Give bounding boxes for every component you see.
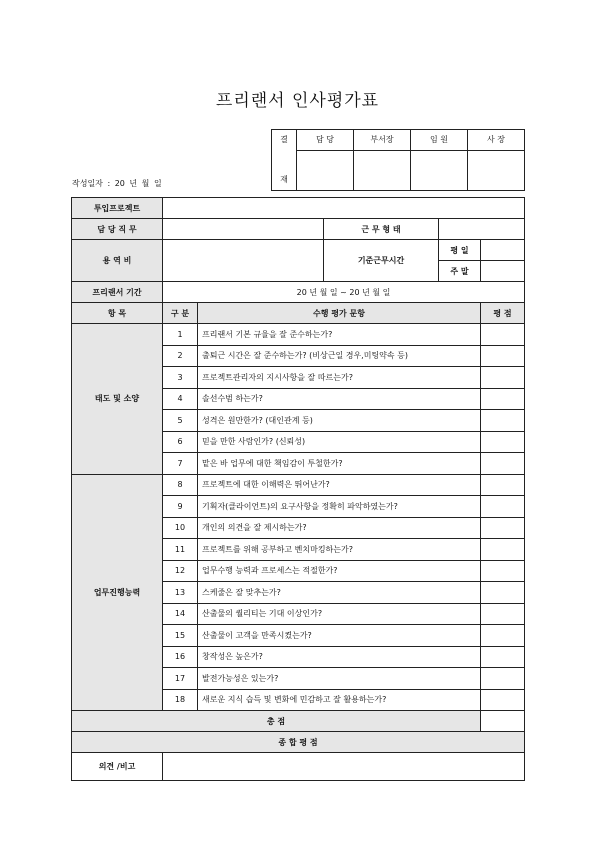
period-value[interactable]: 20 년 월 일 ~ 20 년 월 일: [163, 282, 525, 303]
score-input[interactable]: [481, 410, 525, 432]
duty-label: 담 당 직 무: [72, 219, 163, 240]
group-label: 태도 및 소양: [72, 324, 163, 475]
weekend-label: 주 말: [439, 261, 481, 282]
question-number: 1: [163, 324, 198, 346]
evaluation-table: [71, 197, 525, 781]
score-input[interactable]: [481, 474, 525, 496]
question-text: 산출물의 퀄리티는 기대 이상인가?: [198, 603, 481, 625]
question-text: 창작성은 높은가?: [198, 646, 481, 668]
question-number: 14: [163, 603, 198, 625]
work-form-label: 근 무 형 태: [324, 219, 439, 240]
duty-input[interactable]: [163, 219, 324, 240]
period-label: 프리랜서 기간: [72, 282, 163, 303]
project-input[interactable]: [163, 198, 525, 219]
question-number: 11: [163, 539, 198, 561]
score-input[interactable]: [481, 517, 525, 539]
form-title: 프리랜서 인사평가표: [215, 91, 380, 111]
group-label: 업무진행능력: [72, 474, 163, 711]
score-input[interactable]: [481, 668, 525, 690]
signature-box-staff[interactable]: [297, 150, 354, 190]
approval-col-executive: 임 원: [411, 130, 468, 151]
question-number: 10: [163, 517, 198, 539]
question-text: 솔선수범 하는가?: [198, 388, 481, 410]
weekday-label: 평 일: [439, 240, 481, 261]
question-text: 맡은 바 업무에 대한 책임감이 투철한가?: [198, 453, 481, 475]
signature-box-manager[interactable]: [354, 150, 411, 190]
header-division: 구 분: [163, 303, 198, 324]
question-text: 발전가능성은 있는가?: [198, 668, 481, 690]
total-label: 총 점: [72, 711, 481, 732]
approval-col-president: 사 장: [468, 130, 525, 151]
score-input[interactable]: [481, 388, 525, 410]
approval-label-char-2: 재: [280, 175, 288, 184]
question-text: 성격은 원만한가? (대인관계 등): [198, 410, 481, 432]
header-questions: 수행 평가 문항: [198, 303, 481, 324]
question-number: 9: [163, 496, 198, 518]
question-number: 2: [163, 345, 198, 367]
date-line: 작성일자 : 20 년 월 일: [72, 179, 162, 188]
weekday-hours-input[interactable]: [481, 240, 525, 261]
overall-label: 종 합 평 점: [72, 732, 525, 753]
score-input[interactable]: [481, 646, 525, 668]
question-text: 업무수행 능력과 프로세스는 적절한가?: [198, 560, 481, 582]
question-text: 기획자(클라이언트)의 요구사항을 정확히 파악하였는가?: [198, 496, 481, 518]
approval-table: [271, 129, 525, 191]
question-number: 6: [163, 431, 198, 453]
approval-label: [272, 130, 297, 191]
question-number: 18: [163, 689, 198, 711]
project-label: 투입프로젝트: [72, 198, 163, 219]
score-input[interactable]: [481, 625, 525, 647]
approval-col-staff: 담 당: [297, 130, 354, 151]
question-number: 13: [163, 582, 198, 604]
question-number: 5: [163, 410, 198, 432]
question-text: 프로젝트에 대한 이해력은 뛰어난가?: [198, 474, 481, 496]
header-score: 평 점: [481, 303, 525, 324]
question-text: 프로젝트를 위해 공부하고 벤치마킹하는가?: [198, 539, 481, 561]
fee-label: 용 역 비: [72, 240, 163, 282]
opinion-label: 의견 /비고: [72, 753, 163, 781]
question-text: 프리랜서 기본 규율을 잘 준수하는가?: [198, 324, 481, 346]
signature-box-president[interactable]: [468, 150, 525, 190]
question-number: 16: [163, 646, 198, 668]
opinion-input[interactable]: [163, 753, 525, 781]
question-text: 출퇴근 시간은 잘 준수하는가? (비상근일 경우,미팅약속 등): [198, 345, 481, 367]
score-input[interactable]: [481, 539, 525, 561]
score-input[interactable]: [481, 345, 525, 367]
header-item: 항 목: [72, 303, 163, 324]
score-input[interactable]: [481, 453, 525, 475]
score-input[interactable]: [481, 324, 525, 346]
question-text: 산출물이 고객을 만족시켰는가?: [198, 625, 481, 647]
question-number: 17: [163, 668, 198, 690]
score-input[interactable]: [481, 431, 525, 453]
approval-label-char-1: 결: [280, 135, 288, 144]
question-number: 15: [163, 625, 198, 647]
question-text: 프로젝트관리자의 지시사항을 잘 따르는가?: [198, 367, 481, 389]
std-hours-label: 기준근무시간: [324, 240, 439, 282]
score-input[interactable]: [481, 582, 525, 604]
question-text: 스케줄은 잘 맞추는가?: [198, 582, 481, 604]
weekend-hours-input[interactable]: [481, 261, 525, 282]
approval-col-manager: 부서장: [354, 130, 411, 151]
fee-input[interactable]: [163, 240, 324, 282]
question-row: [72, 474, 525, 496]
question-text: 새로운 지식 습득 및 변화에 민감하고 잘 활용하는가?: [198, 689, 481, 711]
question-number: 3: [163, 367, 198, 389]
question-number: 7: [163, 453, 198, 475]
work-form-input[interactable]: [439, 219, 525, 240]
question-text: 개인의 의견을 잘 제시하는가?: [198, 517, 481, 539]
total-score-input[interactable]: [481, 711, 525, 732]
signature-box-executive[interactable]: [411, 150, 468, 190]
question-number: 8: [163, 474, 198, 496]
score-input[interactable]: [481, 603, 525, 625]
question-number: 4: [163, 388, 198, 410]
score-input[interactable]: [481, 367, 525, 389]
score-input[interactable]: [481, 560, 525, 582]
question-row: [72, 324, 525, 346]
question-text: 믿을 만한 사람인가? (신뢰성): [198, 431, 481, 453]
score-input[interactable]: [481, 496, 525, 518]
question-number: 12: [163, 560, 198, 582]
score-input[interactable]: [481, 689, 525, 711]
